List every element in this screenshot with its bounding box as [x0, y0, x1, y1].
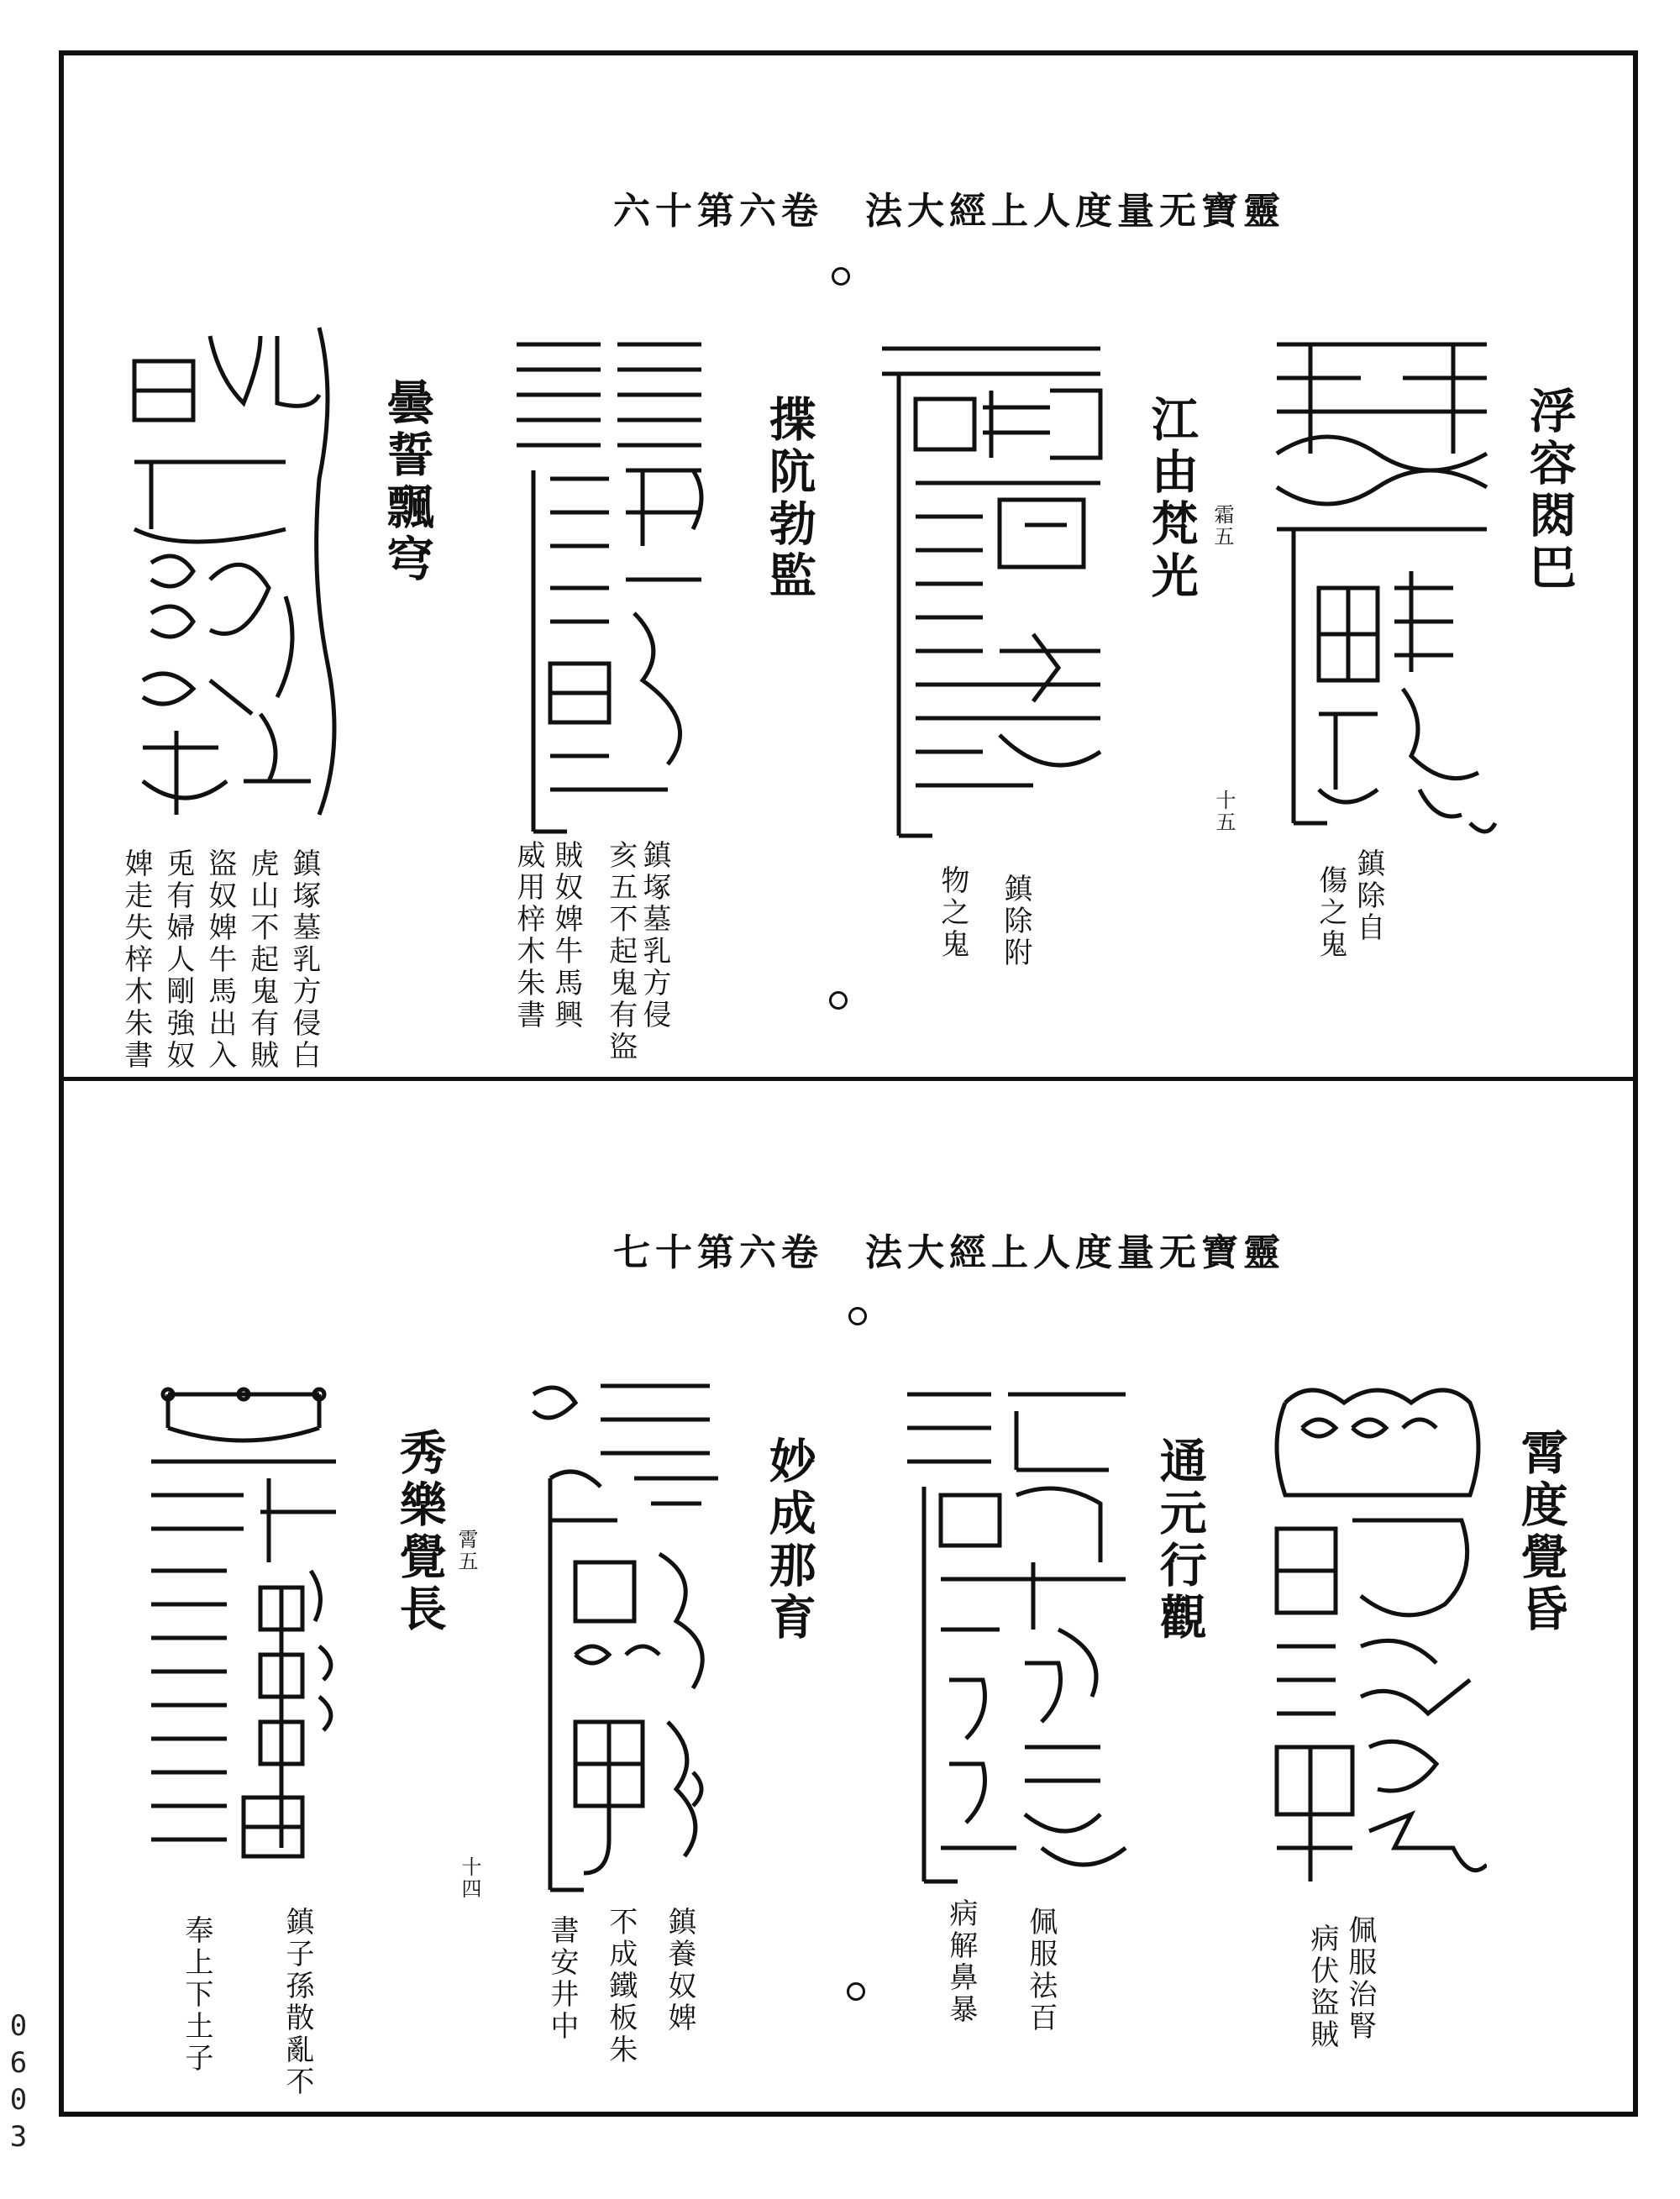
talisman-name: 浮容閦巴 — [1521, 386, 1578, 595]
top-panel-title: 六十第六卷 法大經上人度量无寶靈 — [613, 190, 1285, 233]
caption-column: 兎有婦人剛強奴 — [160, 848, 195, 1072]
talisman-seal-glyph — [134, 1378, 353, 1881]
side-mark: 十五 — [1212, 790, 1236, 833]
caption-column: 奉上下土子 — [179, 1915, 213, 2075]
talisman-name: 秀樂覺長 — [391, 1428, 448, 1636]
caption-column: 不成鐵板朱 — [603, 1907, 638, 2066]
talisman-name: 妙成那育 — [761, 1436, 817, 1645]
caption-column: 鎮塚墓乳方侵白 — [286, 848, 321, 1072]
punch-hole-circle — [832, 267, 850, 286]
caption-column: 書安井中 — [544, 1915, 579, 2043]
caption-column: 威用梓木朱書 — [511, 840, 545, 1031]
caption-column: 物之鬼 — [935, 865, 969, 961]
caption-column: 亥五不起鬼有盜 — [603, 840, 638, 1063]
talisman-seal-glyph — [500, 328, 718, 848]
caption-column: 賊奴婢牛馬興 — [549, 840, 583, 1031]
punch-hole-circle — [848, 1307, 867, 1325]
caption-column: 佩服治腎 — [1342, 1915, 1377, 2043]
small-note: 霜五 — [1210, 504, 1234, 548]
panel-divider — [59, 1077, 1638, 1081]
page-number — [2, 2007, 35, 2155]
bottom-panel-title: 七十第六卷 法大經上人度量无寶靈 — [613, 1231, 1285, 1274]
talisman-name: 霄度覺昏 — [1513, 1428, 1569, 1636]
small-note: 霄五 — [454, 1529, 478, 1572]
punch-hole-circle — [829, 991, 848, 1010]
talisman-name: 揲阬勃監 — [761, 395, 817, 603]
caption-column: 佩服祛百 — [1023, 1907, 1058, 2034]
talisman-seal-glyph — [865, 332, 1117, 853]
talisman-seal-glyph — [890, 1378, 1142, 1898]
page-number-digit: 6 — [9, 2046, 28, 2080]
caption-column: 傷之鬼 — [1313, 865, 1347, 961]
caption-column: 鎮子孫散亂不 — [280, 1907, 314, 2098]
caption-column: 鎮養奴婢 — [662, 1907, 696, 2034]
caption-column: 婢走失梓木朱書 — [118, 848, 153, 1072]
talisman-name: 曇誓飄穹 — [379, 378, 435, 586]
caption-column: 病伏盜賊 — [1305, 1923, 1339, 2051]
talisman-name: 通元行觀 — [1152, 1436, 1208, 1645]
caption-column: 病解鼻暴 — [943, 1898, 978, 2026]
caption-column: 鎮除附 — [998, 874, 1032, 969]
talisman-seal-glyph — [517, 1369, 735, 1907]
talisman-name: 江由梵光 — [1143, 395, 1200, 603]
caption-column: 鎮除自 — [1351, 848, 1385, 944]
caption-column: 鎮塚墓乳方侵 — [637, 840, 671, 1031]
small-note: 十四 — [458, 1856, 481, 1900]
page-number-digit: 0 — [9, 2009, 28, 2043]
talisman-seal-glyph — [1260, 1378, 1487, 1898]
talisman-seal-glyph — [118, 311, 353, 832]
page-number-digit: 0 — [9, 2083, 28, 2117]
talisman-seal-glyph — [1260, 319, 1504, 857]
caption-column: 盜奴婢牛馬出入 — [202, 848, 237, 1072]
page-number-digit: 3 — [9, 2120, 28, 2154]
caption-column: 虎山不起鬼有賊 — [244, 848, 279, 1072]
punch-hole-circle — [847, 1982, 865, 2001]
